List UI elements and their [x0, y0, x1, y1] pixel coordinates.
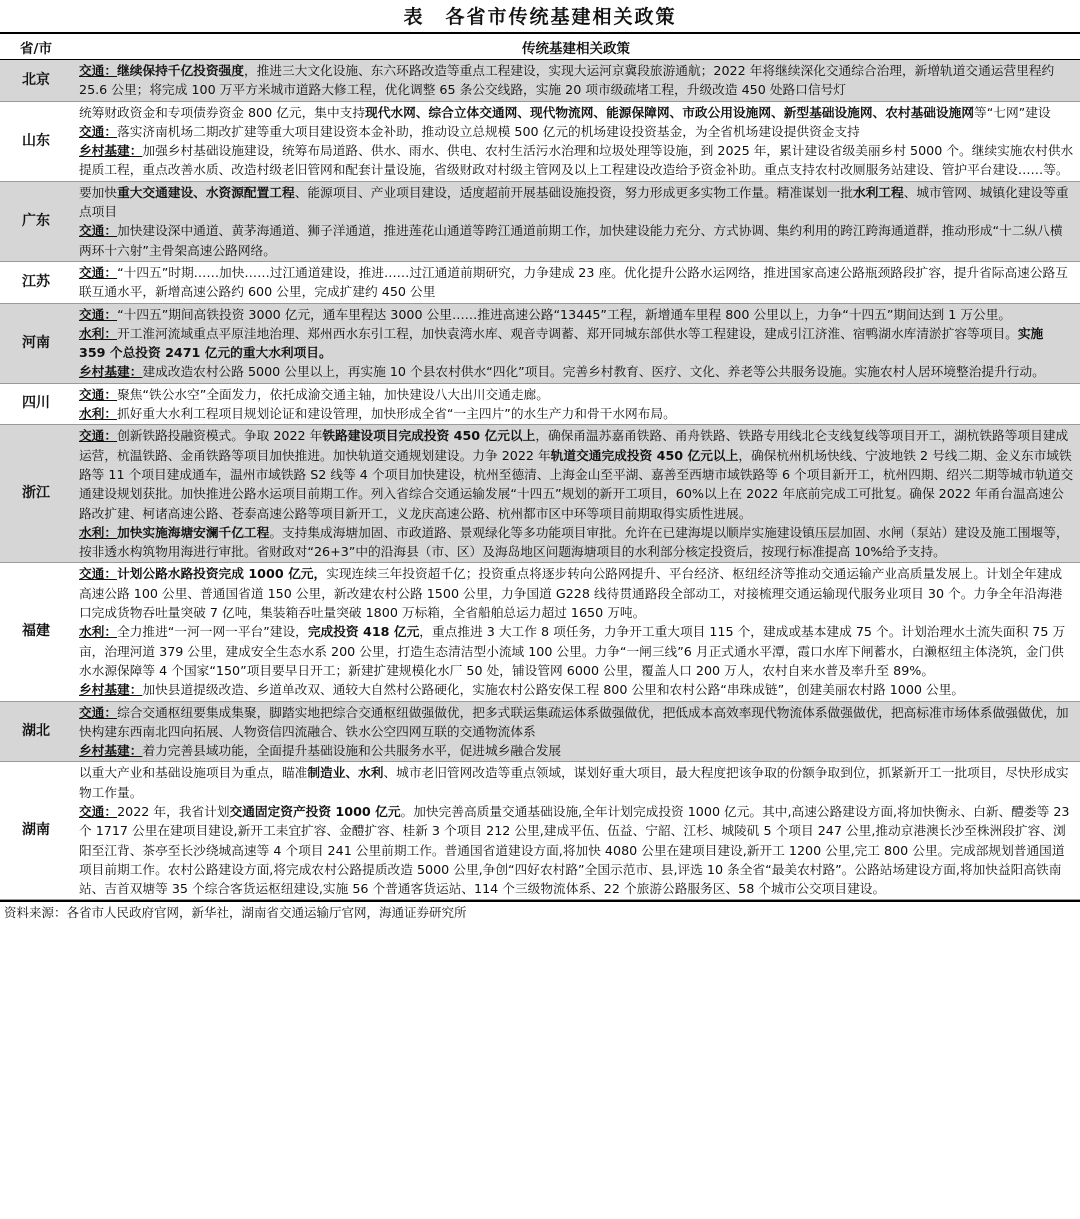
table-row [0, 60, 1080, 102]
policy-text: 加快县道提级改造、乡道单改双、通较大自然村公路硬化，实施农村公路安保工程 800 公里和农村公路“串珠成链”，创建美丽农村路 1000 公里。 [142, 682, 965, 698]
category-label: 水利： [79, 624, 118, 640]
province-cell: 四川 [0, 383, 72, 425]
province-cell: 北京 [0, 60, 72, 102]
table-row [0, 303, 1080, 383]
province-cell: 福建 [0, 563, 72, 701]
policy-text: 加快建设深中通道、黄茅海通道、狮子洋通道，推进莲花山通道等跨江通道前期工作，加快建设能力充分、方式协调、集约利用的跨江跨海通道群，推动形成“十二纵八横两环十六射”主骨架高速公路网络。 [79, 223, 1063, 258]
table-row [0, 563, 1080, 701]
bold-text: 铁路建设项目完成投资 450 亿元以上 [322, 428, 536, 444]
policy-text: ，确保甬温苏嘉甬铁路、甬舟铁路、铁路专用线北仑支线复线等项目开工，湖杭铁路等项目建成运营，杭温铁路、金甬铁路等项目加快推进。加快轨道交通规划建设。力争 2022 年 [79, 428, 1069, 463]
policy-text: 开工淮河流域重点平原洼地治理、郑州西水东引工程，加快袁湾水库、观音寺调蓄、郑开同城东部供水等工程建设，建成引江济淮、宿鸭湖水库清淤扩容等项目。 [117, 325, 1018, 341]
policy-text: 统筹财政资金和专项债券资金 800 亿元，集中支持 [79, 104, 366, 120]
category-label: 乡村基建： [79, 743, 143, 759]
policy-paragraph [79, 802, 1074, 898]
bold-text: 制造业、水利 [307, 765, 384, 781]
policy-text: 落实济南机场二期改扩建等重大项目建设资本金补助，推动设立总规模 500 亿元的机场建设投资基金，为全省机场建设提供资金支持 [117, 123, 860, 139]
policy-cell [72, 181, 1080, 261]
policy-text: “十四五”时期……加快……过江通道建设，推进……过江通道前期研究，力争建成 23 座。优化提升公路水运网络，推进国家高速公路瓶颈路段扩容，提升省际高速公路互联互通水平，新增高速公路约 600 公里，完成扩建约 450 公里 [79, 264, 1068, 300]
policy-paragraph [79, 622, 1074, 680]
table-row [0, 383, 1080, 425]
policy-paragraph [79, 141, 1074, 180]
category-label: 乡村基建： [79, 682, 143, 698]
category-label: 水利： [79, 325, 118, 341]
policy-paragraph [79, 404, 1074, 423]
province-cell: 河南 [0, 303, 72, 383]
province-cell: 山东 [0, 101, 72, 181]
policy-text: 实现连续三年投资超千亿；投资重点将逐步转向公路网提升、平台经济、枢纽经济等推动交通运输产业高质量发展上。计划全年建成高速公路 100 公里、普通国省道 150 公里，新改建农村公路 1500 公里，力争国道 G228 线待贯通路段全部动工，对接梳理交通运输现代服务业项目 30 个。力争全年沿海港口完成货物吞吐量突破 7 亿吨，集装箱吞吐量突破 1800 万标箱，全省船舶总运力超过 1650 万吨。 [79, 566, 1063, 621]
policy-cell [72, 101, 1080, 181]
category-label: 交通： [79, 566, 118, 582]
table-row [0, 101, 1080, 181]
category-label: 乡村基建： [79, 364, 143, 380]
table-body [0, 60, 1080, 900]
category-label: 水利： [79, 406, 118, 422]
category-label: 乡村基建： [79, 143, 143, 159]
policy-text: 2022 年，我省计划 [117, 803, 230, 819]
bold-text: 计划公路水路投资完成 1000 亿元， [117, 566, 327, 582]
policy-text: 着力完善县域功能，全面提升基础设施和公共服务水平，促进城乡融合发展 [142, 743, 562, 759]
category-label: 交通： [79, 386, 118, 402]
policy-paragraph [79, 426, 1074, 522]
province-cell: 湖南 [0, 762, 72, 900]
policy-paragraph [79, 680, 1074, 699]
policy-cell [72, 60, 1080, 102]
policy-text: 。支持集成海塘加固、市政道路、景观绿化等多功能项目审批。允许在已建海堤以顺岸实施建设镇压层加固、水闸（泵站）建设及施工围堰等，按非透水构筑物用海进行审批。省财政对“26+3”中的沿海县（市、区）及海岛地区问题海塘项目的水利部分核定投资后，按现行标准提高 10%给予支持。 [79, 524, 1069, 560]
policy-cell [72, 563, 1080, 701]
policy-text: 创新铁路投融资模式。争取 2022 年 [117, 428, 323, 444]
bold-text: 交通固定资产投资 1000 亿元 [229, 803, 401, 819]
policy-text: ，重点推进 3 大工作 8 项任务，力争开工重大项目 115 个，建成或基本建成 75 个。计划治理水土流失面积 75 万亩，治理河道 379 公里，建成安全生态水系 200 公里，打造生态清洁型小流域 100 公里。力争“一闸三线”6 月正式通水平潭，霞口水库下闸蓄水，白濑枢纽主体浇筑，金门供水水源保障等 4 个国家“150”项目要早日开工；新建扩建规模化水厂 50 处，铺设管网 6000 公里，覆盖人口 200 万人，农村自来水普及率升至 89%。 [79, 624, 1066, 678]
category-label: 交通： [79, 428, 118, 444]
policy-paragraph [79, 385, 1074, 404]
bold-text: 现代水网、综合立体交通网、现代物流网、能源保障网、市政公用设施网、新型基础设施网、农村基础设施网 [365, 104, 975, 120]
bold-text: 继续保持千亿投资强度 [117, 63, 244, 78]
policy-text: 以重大产业和基础设施项目为重点，瞄准 [79, 765, 308, 781]
policy-text: 、城市老旧管网改造等重点领域，谋划好重大项目，最大程度把该争取的份额争取到位，抓紧新开工一批项目，尽快形成实物工作量。 [79, 765, 1069, 800]
policy-paragraph [79, 763, 1074, 802]
policy-cell [72, 425, 1080, 563]
policy-paragraph [79, 183, 1074, 222]
province-cell: 广东 [0, 181, 72, 261]
bold-text: 重大交通建设、水资源配置工程 [117, 184, 295, 200]
category-label: 交通： [79, 264, 118, 280]
policy-text: 加强乡村基础设施建设，统筹布局道路、供水、雨水、供电、农村生活污水治理和垃圾处理等设施，到 2025 年，累计建设省级美丽乡村 5000 个。继续实施农村供水提质工程，重点改善水质、改造村级老旧管网和配套计量设施，省级财政对村级主管网及以上工程建设改造给予资金补助。重点支持农村改厕服务站建设、管护平台建设……等。 [79, 143, 1074, 178]
table-row [0, 261, 1080, 303]
category-label: 交通： [79, 63, 118, 78]
bold-text: 完成投资 418 亿元 [307, 624, 420, 640]
policy-text: 综合交通枢纽要集成集聚，脚踏实地把综合交通枢纽做强做优，把多式联运集疏运体系做强做优，把低成本高效率现代物流体系做强做优，把高标准市场体系做强做优，加快构建东西南北四向拓展、人物资信四流融合、铁水公空四网互联的交通物流体系 [79, 704, 1069, 739]
header-province: 省/市 [0, 34, 72, 60]
category-label: 交通： [79, 704, 118, 720]
policy-text: 要加快 [79, 184, 118, 200]
policy-paragraph [79, 122, 1074, 141]
policy-cell [72, 701, 1080, 762]
province-cell: 湖北 [0, 701, 72, 762]
bold-text: 轨道交通完成投资 450 亿元以上 [550, 447, 739, 463]
table-title: 表 各省市传统基建相关政策 [0, 0, 1080, 34]
policy-text: 等“七网”建设 [974, 104, 1051, 120]
province-cell: 江苏 [0, 261, 72, 303]
table-header-row [0, 34, 1080, 60]
policy-paragraph [79, 61, 1074, 100]
policy-text: ，确保杭州机场快线、宁波地铁 2 号线二期、金义东市域铁路等 11 个项目建成通车，温州市域铁路 S2 线等 4 个项目加快建设，杭州至德清、上海金山至平湖、嘉善至西塘市域铁路等 6 个项目新开工，杭州四期、绍兴二期等城市轨道交通建设规划获批。加快推进公路水运项目前期工作。列入省综合交通运输发展“十四五”规划的新开工项目，60%以上在 2022 年底前完成工可批复。确保 2022 年甬台温高速公路改扩建、柯诸高速公路、苍泰高速公路等项目新开工，义龙庆高速公路、杭州都市区中环等项目前期取得实质性进展。 [79, 447, 1074, 521]
policy-paragraph [79, 703, 1074, 742]
table-row [0, 181, 1080, 261]
source-note: 资料来源：各省市人民政府官网，新华社，湖南省交通运输厅官网，海通证券研究所 [0, 900, 1080, 923]
policy-paragraph [79, 523, 1074, 562]
policy-paragraph [79, 362, 1074, 381]
policy-text: 、城市管网、城镇化建设等重点项目 [79, 184, 1069, 220]
policy-paragraph [79, 564, 1074, 622]
bold-text: 水利工程 [852, 184, 904, 200]
policy-text: 。加快完善高质量交通基础设施,全年计划完成投资 1000 亿元。其中,高速公路建设方面,将加快衡永、白新、醴娄等 23 个 1717 公里在建项目建设,新开工耒宜扩容、金醴扩容、桂新 3 个项目 212 公里,建成平伍、伍益、宁韶、江杉、城陵矶 5 个项目 247 公里,推动京港澳长沙至株洲段扩容、浏阳至江背、茶亭至长沙绕城高速等 4 个项目 241 公里前期工作。普通国省道建设方面,将加快 4080 公里在建项目建设,新开工 1200 公里,完工 800 公里。完成部规划普通国道项目前期工作。农村公路建设方面,将完成农村公路提质改造 5000 公里,争创“四好农村路”全国示范市、县,评选 10 条全省“最美农村路”。公路站场建设方面,将加快益阳高铁南站、吉首双塘等 35 个综合客货运枢纽建设,实施 56 个普通客货运站、114 个三级物流体系、22 个旅游公路服务区、58 个城市公交项目建设。 [79, 803, 1070, 897]
table-row [0, 425, 1080, 563]
policy-paragraph [79, 305, 1074, 324]
category-label: 交通： [79, 123, 118, 139]
policy-cell [72, 762, 1080, 900]
province-cell: 浙江 [0, 425, 72, 563]
policy-cell [72, 383, 1080, 425]
policy-text: 聚焦“铁公水空”全面发力，依托成渝交通主轴，加快建设八大出川交通走廊。 [117, 386, 549, 402]
policy-text: 全力推进“一河一网一平台”建设， [117, 624, 308, 640]
bold-text: 加快实施海塘安澜千亿工程 [117, 524, 270, 540]
policy-paragraph [79, 221, 1074, 260]
category-label: 交通： [79, 803, 118, 819]
policy-cell [72, 261, 1080, 303]
policy-paragraph [79, 103, 1074, 122]
policy-text: “十四五”期间高铁投资 3000 亿元，通车里程达 3000 公里……推进高速公路“13445”工程，新增通车里程 800 公里以上，力争“十四五”期间达到 1 万公里。 [117, 306, 1012, 322]
policy-cell [72, 303, 1080, 383]
category-label: 交通： [79, 223, 118, 239]
header-policy: 传统基建相关政策 [72, 34, 1080, 60]
policy-text: 、能源项目、产业项目建设，适度超前开展基础设施投资，努力形成更多实物工作量。精准谋划一批 [294, 184, 853, 200]
policy-paragraph [79, 741, 1074, 760]
policy-text: 抓好重大水利工程项目规划论证和建设管理，加快形成全省“一主四片”的水生产力和骨干水网布局。 [117, 406, 676, 422]
policy-text: ，推进三大文化设施、东六环路改造等重点工程建设，实现大运河京冀段旅游通航；2022 年将继续深化交通综合治理，新增轨道交通运营里程约 25.6 公里；将完成 100 万平方米城市道路大修工程，优化调整 65 条公交线路，实施 20 项市级疏堵工程，升级改造 450 处路口信号灯 [79, 63, 1055, 98]
category-label: 交通： [79, 306, 118, 322]
category-label: 水利： [79, 524, 118, 540]
table-row [0, 701, 1080, 762]
policy-paragraph [79, 324, 1074, 363]
table-row [0, 762, 1080, 900]
policy-text: 建成改造农村公路 5000 公里以上，再实施 10 个县农村供水“四化”项目。完善乡村教育、医疗、文化、养老等公共服务设施。实施农村人居环境整治提升行动。 [142, 364, 1045, 380]
bold-text: 实施 359 个总投资 2471 亿元的重大水利项目。 [79, 325, 1044, 361]
policy-paragraph [79, 263, 1074, 302]
policy-table [0, 34, 1080, 900]
